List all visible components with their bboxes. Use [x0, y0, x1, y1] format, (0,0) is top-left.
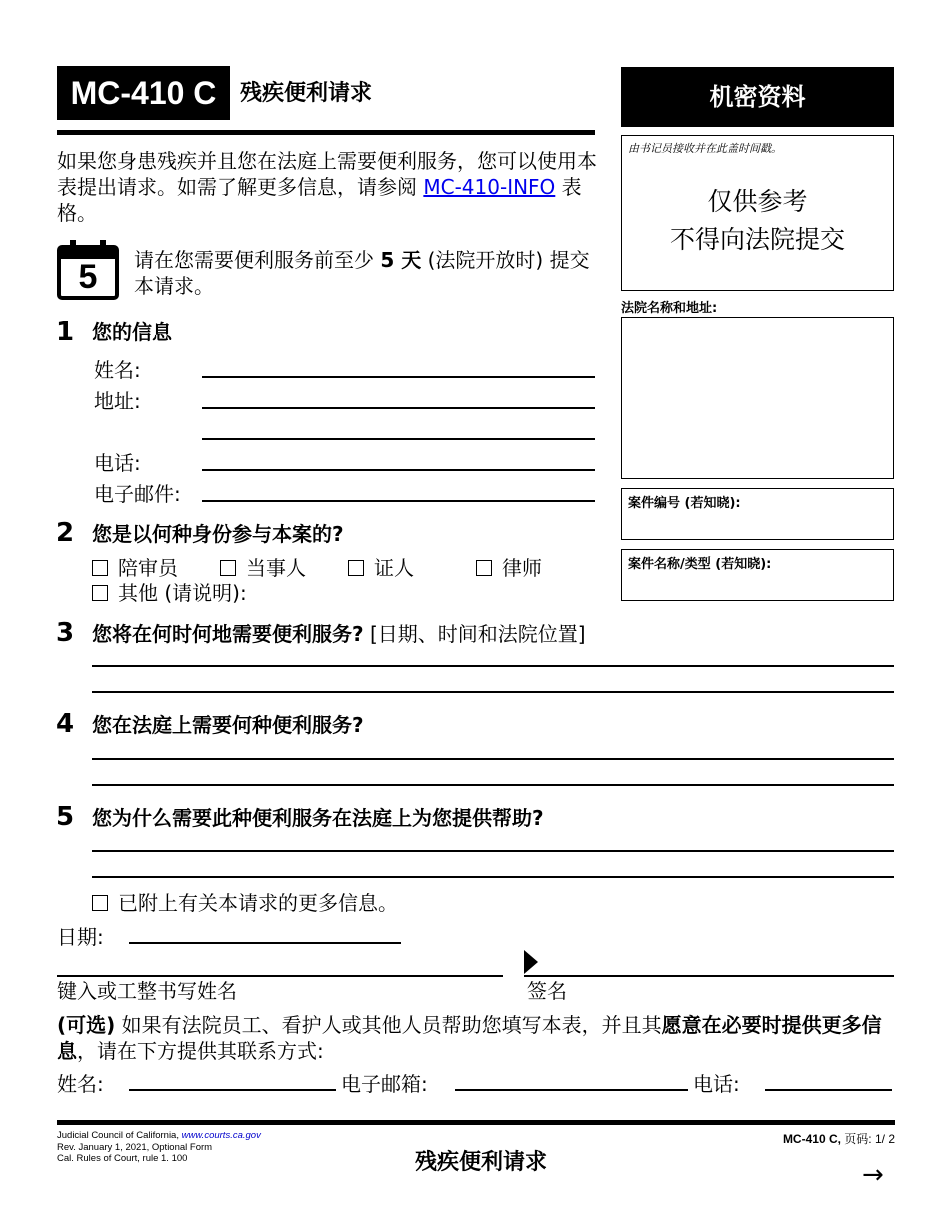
juror-checkbox[interactable]: [92, 560, 108, 576]
print-name-input[interactable]: [59, 954, 499, 974]
witness-checkbox[interactable]: [348, 560, 364, 576]
reference-only-line2: 不得向法院提交: [669, 225, 845, 254]
case-number-input[interactable]: [628, 513, 886, 535]
case-number-label: 案件编号 (若知晓):: [628, 496, 741, 511]
deadline-text-end: (法院开放时) 提交本请求。: [134, 248, 590, 298]
juror-label: 陪审员: [118, 556, 178, 580]
other-label: 其他 (请说明):: [118, 581, 247, 605]
attorney-label: 律师: [502, 556, 542, 580]
phone-label: 电话:: [94, 451, 141, 475]
witness-label: 证人: [374, 556, 414, 580]
helper-email-line: [455, 1089, 688, 1091]
footer-page-info: [783, 1130, 895, 1147]
optional-text: 如果有法院员工、看护人或其他人员帮助您填写本表，并且其: [121, 1013, 662, 1037]
email-label: 电子邮件:: [94, 482, 181, 506]
footer-revision: Rev. January 1, 2021, Optional Form: [57, 1141, 213, 1153]
footer-council: Judicial Council of California,: [57, 1130, 179, 1141]
name-input[interactable]: [204, 355, 592, 375]
attached-info-label: 已附上有关本请求的更多信息。: [118, 891, 398, 915]
optional-bold: 愿意在必要时提供更多信息: [57, 1013, 882, 1063]
deadline-notice: [134, 247, 604, 299]
address-input-1[interactable]: [204, 386, 592, 406]
section-3-input-1[interactable]: [94, 644, 892, 664]
section-4-number: 4: [56, 709, 75, 739]
intro-text: 如果您身患残疾并且您在法庭上需要便利服务，您可以使用本表提出请求。如需了解更多信息，请参阅: [57, 149, 597, 199]
section-5-line-1: [92, 850, 894, 852]
footer-form-id: MC-410 C,: [782, 1132, 841, 1146]
phone-line: [202, 469, 595, 471]
court-address-label: 法院名称和地址:: [621, 301, 718, 316]
case-name-input[interactable]: [628, 574, 886, 596]
section-5-number: 5: [56, 802, 75, 832]
clerk-stamp-box: [621, 135, 894, 291]
section-3-hint: [日期、时间和法院位置]: [369, 622, 586, 646]
attached-info-checkbox[interactable]: [92, 895, 108, 911]
form-id-badge: [57, 66, 230, 120]
section-3-input-2[interactable]: [94, 670, 892, 690]
case-name-box[interactable]: [621, 549, 894, 601]
intro-paragraph: [57, 148, 605, 226]
case-name-label: 案件名称/类型 (若知晓):: [628, 557, 772, 572]
section-5-line-2: [92, 876, 894, 878]
court-address-box[interactable]: [621, 317, 894, 479]
deadline-days: 5 天: [380, 248, 422, 272]
other-input[interactable]: [270, 582, 595, 602]
deadline-text: 请在您需要便利服务前至少: [134, 248, 374, 272]
section-3-line-2: [92, 691, 894, 693]
section-4-line-2: [92, 784, 894, 786]
name-label: 姓名:: [94, 358, 141, 382]
section-5-input-2[interactable]: [94, 855, 892, 875]
option-witness[interactable]: [348, 555, 414, 581]
address-label: 地址:: [94, 389, 141, 413]
section-3-number: 3: [56, 618, 75, 648]
helper-phone-line: [765, 1089, 892, 1091]
name-line: [202, 376, 595, 378]
form-id: MC-410 C: [70, 75, 217, 111]
section-1-title: 您的信息: [92, 320, 172, 344]
phone-input[interactable]: [204, 448, 592, 468]
signature-arrow-icon: [524, 950, 538, 978]
footer-page-label: 页码:: [844, 1132, 872, 1146]
section-1-number: 1: [56, 317, 75, 347]
date-label: 日期:: [57, 925, 104, 949]
address-input-2[interactable]: [204, 417, 592, 437]
footer-rules: Cal. Rules of Court, rule 1. 100: [57, 1153, 188, 1164]
intro-text-end: 表格。: [57, 175, 582, 225]
date-input[interactable]: [131, 921, 399, 941]
calendar-icon: [57, 239, 119, 301]
section-2-number: 2: [56, 518, 75, 548]
section-5-input-1[interactable]: [94, 829, 892, 849]
signature-label: 签名: [527, 979, 567, 1003]
helper-email-input[interactable]: [457, 1068, 686, 1088]
next-page-arrow-icon[interactable]: →: [862, 1160, 884, 1190]
date-line: [129, 942, 401, 944]
optional-helper-note: [57, 1012, 897, 1064]
footer-title: 残疾便利请求: [415, 1150, 548, 1175]
section-2-title: 您是以何种身份参与本案的?: [92, 522, 344, 546]
footer-website-link[interactable]: www.courts.ca.gov: [181, 1130, 261, 1141]
section-3-line-1: [92, 665, 894, 667]
attached-info-option[interactable]: [92, 890, 398, 916]
address-line-2: [202, 438, 595, 440]
party-label: 当事人: [246, 556, 306, 580]
section-3-title: 您将在何时何地需要便利服务?: [92, 622, 364, 646]
calendar-number: 5: [78, 258, 98, 296]
email-line: [202, 500, 595, 502]
print-name-label: 键入或工整书写姓名: [57, 979, 237, 1003]
option-attorney[interactable]: [476, 555, 542, 581]
print-name-line: [57, 975, 503, 977]
form-title: 残疾便利请求: [240, 81, 373, 106]
clerk-stamp-label: 由书记员接收并在此盖时间戳。: [628, 142, 782, 155]
helper-email-label: 电子邮箱:: [341, 1072, 428, 1096]
reference-only-line1: 仅供参考: [707, 187, 808, 216]
option-party[interactable]: [220, 555, 306, 581]
confidential-label: 机密资料: [709, 83, 806, 111]
court-address-input[interactable]: [622, 318, 893, 478]
footer-left: [57, 1130, 261, 1165]
helper-name-line: [129, 1089, 336, 1091]
section-4-input-2[interactable]: [94, 763, 892, 783]
helper-name-label: 姓名:: [57, 1072, 104, 1096]
address-line-1: [202, 407, 595, 409]
section-4-title: 您在法庭上需要何种便利服务?: [92, 713, 364, 737]
signature-line: [524, 975, 894, 977]
case-number-box[interactable]: [621, 488, 894, 540]
option-other[interactable]: [92, 580, 247, 606]
option-juror[interactable]: [92, 555, 178, 581]
section-4-line-1: [92, 758, 894, 760]
helper-phone-label: 电话:: [693, 1072, 740, 1096]
other-checkbox[interactable]: [92, 585, 108, 601]
signature-input[interactable]: [542, 954, 890, 974]
header-rule: [57, 130, 595, 135]
mc410-info-link[interactable]: MC-410-INFO: [423, 175, 556, 199]
footer-rule: [57, 1120, 895, 1125]
section-5-title: 您为什么需要此种便利服务在法庭上为您提供帮助?: [92, 806, 544, 830]
optional-text-end: ，请在下方提供其联系方式:: [77, 1039, 324, 1063]
helper-phone-input[interactable]: [767, 1068, 890, 1088]
attorney-checkbox[interactable]: [476, 560, 492, 576]
confidential-banner: [621, 67, 894, 127]
optional-prefix: (可选): [57, 1013, 116, 1037]
footer-council-line: [57, 1130, 261, 1142]
helper-name-input[interactable]: [131, 1068, 334, 1088]
party-checkbox[interactable]: [220, 560, 236, 576]
section-4-input-1[interactable]: [94, 737, 892, 757]
footer-page-number: 1/ 2: [874, 1132, 895, 1146]
email-input[interactable]: [204, 479, 592, 499]
